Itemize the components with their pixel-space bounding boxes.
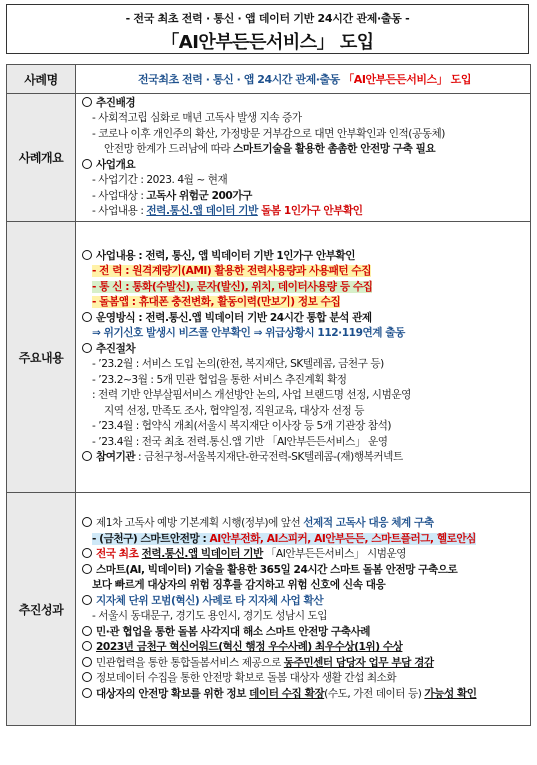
business-target xyxy=(82,189,527,205)
content-row xyxy=(7,222,531,493)
result-9: 2023년 금천구 혁신어워드(혁신 행정 우수사례) 최우수상(1위) 수상 xyxy=(96,641,403,653)
result-8: 민·관 협업을 통한 돌봄 사각지대 해소 스마트 안전망 구축사례 xyxy=(96,625,371,638)
result-12-b: 데이터 수집 확장 xyxy=(249,687,325,700)
smart-safety-list: AI안부전화, AI스피커, AI안부든든, 스마트플러그, 헬로안심 xyxy=(209,532,476,545)
period-label: - 사업기간 : xyxy=(92,174,147,186)
result-1-bold: 선제적 고독사 대응 체계 구축 xyxy=(303,517,434,529)
procedure-3: : 전력 기반 안부살핌서비스 개선방안 논의, 사업 브랜드명 선정, 시범운영 xyxy=(92,389,411,401)
result-4-b: 365일 24시간 스마트 돌봄 안전망 구축으로 xyxy=(259,563,458,576)
circle-bullet-icon xyxy=(82,548,92,558)
results-row xyxy=(7,493,531,726)
smart-safety-label: - (금천구) 스마트안전망 : xyxy=(92,532,210,545)
background-line-3 xyxy=(82,142,527,158)
result-12-a: 대상자의 안전망 확보를 위한 정보 xyxy=(96,687,250,700)
content-value-red: 돌봄 1인가구 안부확인 xyxy=(257,205,363,217)
circle-bullet-icon xyxy=(82,312,92,322)
participants-list: : 금천구청-서울복지재단-한국전력-SK텔레콤-(재)행복커넥트 xyxy=(135,451,403,463)
results-label: 추진성과 xyxy=(7,493,76,726)
results-content xyxy=(76,493,531,726)
case-name-value xyxy=(76,65,531,94)
procedure-1: - ’23.2월 : 서비스 도입 논의(한전, 복지재단, SK텔레콤, 금천구 등) xyxy=(92,358,384,370)
result-5: 보다 빠르게 대상자의 위험 징후를 감지하고 위험 신호에 신속 대응 xyxy=(92,579,386,591)
procedure-5: - ’23.4월 : 협약식 개최(서울시 복지재단 이사장 등 5개 기관장 참석) xyxy=(92,420,392,432)
participants-heading: 참여기관 xyxy=(96,451,136,463)
procedure-heading: 추진절차 xyxy=(96,342,136,355)
power-desc: : 원격계량기(AMI) 활용한 전력사용량과 사용패턴 수집 xyxy=(122,265,372,277)
content-label-cell: 주요내용 xyxy=(7,222,76,493)
background-line-3-plain: 안전망 한계가 드러남에 따라 xyxy=(104,143,234,155)
circle-bullet-icon xyxy=(82,595,92,605)
power-highlight xyxy=(92,265,371,277)
circle-bullet-icon xyxy=(82,517,92,527)
circle-bullet-icon xyxy=(82,641,92,651)
result-3-plain: 「AI안부든든서비스」 시범운영 xyxy=(262,548,407,560)
app-desc: : 휴대폰 충전변화, 활동이력(만보기) 정보 수집 xyxy=(128,296,341,308)
case-name-row xyxy=(7,65,531,94)
background-line-2: - 코로나 이후 개인주의 확산, 가정방문 거부감으로 대면 안부확인과 인적(공동체) xyxy=(92,127,445,140)
result-6: 지자체 단위 모범(혁신) 사례로 타 지자체 사업 확산 xyxy=(96,594,324,607)
app-label: - 돌봄앱 xyxy=(92,296,129,308)
circle-bullet-icon xyxy=(82,657,92,667)
circle-bullet-icon xyxy=(82,343,92,353)
circle-bullet-icon xyxy=(82,250,92,260)
result-12-d: 가능성 확인 xyxy=(424,687,477,700)
overview-label: 사례개요 xyxy=(7,94,76,222)
case-name-service: 「AI안부든든서비스」 도입 xyxy=(343,73,472,86)
result-1-plain: 제1차 고독사 예방 기본계획 시행(정부)에 앞선 xyxy=(96,517,304,529)
circle-bullet-icon xyxy=(82,97,92,107)
case-table xyxy=(6,64,531,726)
circle-bullet-icon xyxy=(82,159,92,169)
result-12-c: (수도, 가전 데이터 등) xyxy=(324,687,425,700)
target-label: - 사업대상 : xyxy=(92,189,147,202)
document-title: 「AI안부든든서비스」 도입 xyxy=(161,32,374,53)
circle-bullet-icon xyxy=(82,451,92,461)
result-11: 정보데이터 수집을 통한 안전망 확보로 돌봄 대상자 생활 간섭 최소화 xyxy=(96,672,397,684)
overview-row xyxy=(7,94,531,222)
content-label: - 사업내용 : xyxy=(92,205,147,217)
result-10-plain: 민관협력을 통한 통합돌봄서비스 제공으로 xyxy=(96,656,284,669)
procedure-6: - ’23.4월 : 전국 최초 전력.통신.앱 기반 「AI안부든든서비스」 운영 xyxy=(92,435,388,448)
business-content xyxy=(82,204,527,220)
title-box xyxy=(6,4,529,54)
case-name-label: 사례명 xyxy=(7,65,76,94)
circle-bullet-icon xyxy=(82,564,92,574)
case-name-text: 전국최초 전력 · 통신 · 앱 24시간 관제·출동 xyxy=(137,73,344,86)
result-4-a: 스마트(AI, 빅데이터) 기술을 활용한 xyxy=(96,563,260,576)
background-line-3-bold: 스마트기술을 활용한 촘촘한 안전망 구축 필요 xyxy=(233,143,436,155)
telecom-desc: : 통화(수발신), 문자(발신), 위치, 데이터사용량 등 수집 xyxy=(122,280,373,293)
document-subtitle: - 전국 최초 전력 · 통신 · 앱 데이터 기반 24시간 관제·출동 - xyxy=(125,12,410,25)
result-7: - 서울시 동대문구, 경기도 용인시, 경기도 성남시 도입 xyxy=(92,610,328,622)
telecom-label: - 통 신 xyxy=(92,280,122,293)
content-value-underlined: 전력.통신.앱 데이터 기반 xyxy=(146,205,258,217)
operation-method: 운영방식 : 전력.통신.앱 빅데이터 기반 24시간 통합 분석 관제 xyxy=(96,311,372,324)
circle-bullet-icon xyxy=(82,672,92,682)
target-value: 고독사 위험군 200가구 xyxy=(146,189,252,202)
procedure-2: - ’23.2~3월 : 5개 민관 협업을 통한 서비스 추진계획 확정 xyxy=(92,373,347,386)
overview-content xyxy=(76,94,531,222)
background-line-1: - 사회적고립 심화로 매년 고독사 발생 지속 증가 xyxy=(92,112,302,124)
operation-flow: ⇒ 위기신호 발생시 비즈콜 안부확인 ⇒ 위급상황시 112·119연계 출동 xyxy=(92,327,405,339)
smart-safety-highlight xyxy=(92,533,476,545)
circle-bullet-icon xyxy=(82,688,92,698)
result-10-bold: 동주민센터 담당자 업무 부담 경감 xyxy=(283,656,434,669)
power-label: - 전 력 xyxy=(92,265,122,277)
result-3-underlined: 전력.통신.앱 빅데이터 기반 xyxy=(141,548,263,560)
result-3-red: 전국 최초 xyxy=(96,548,142,560)
procedure-4: 지역 선정, 만족도 조사, 협약일정, 직원교육, 대상자 선정 등 xyxy=(104,404,365,417)
circle-bullet-icon xyxy=(82,626,92,636)
content-content xyxy=(76,222,531,493)
background-heading: 추진배경 xyxy=(96,96,136,109)
business-heading: 사업개요 xyxy=(96,158,136,171)
content-item-1: 사업내용 : 전력, 통신, 앱 빅데이터 기반 1인가구 안부확인 xyxy=(96,249,355,262)
period-value: 2023. 4월 ~ 현재 xyxy=(146,174,228,186)
app-highlight xyxy=(92,296,340,308)
business-period xyxy=(82,173,527,189)
telecom-highlight xyxy=(92,281,372,293)
